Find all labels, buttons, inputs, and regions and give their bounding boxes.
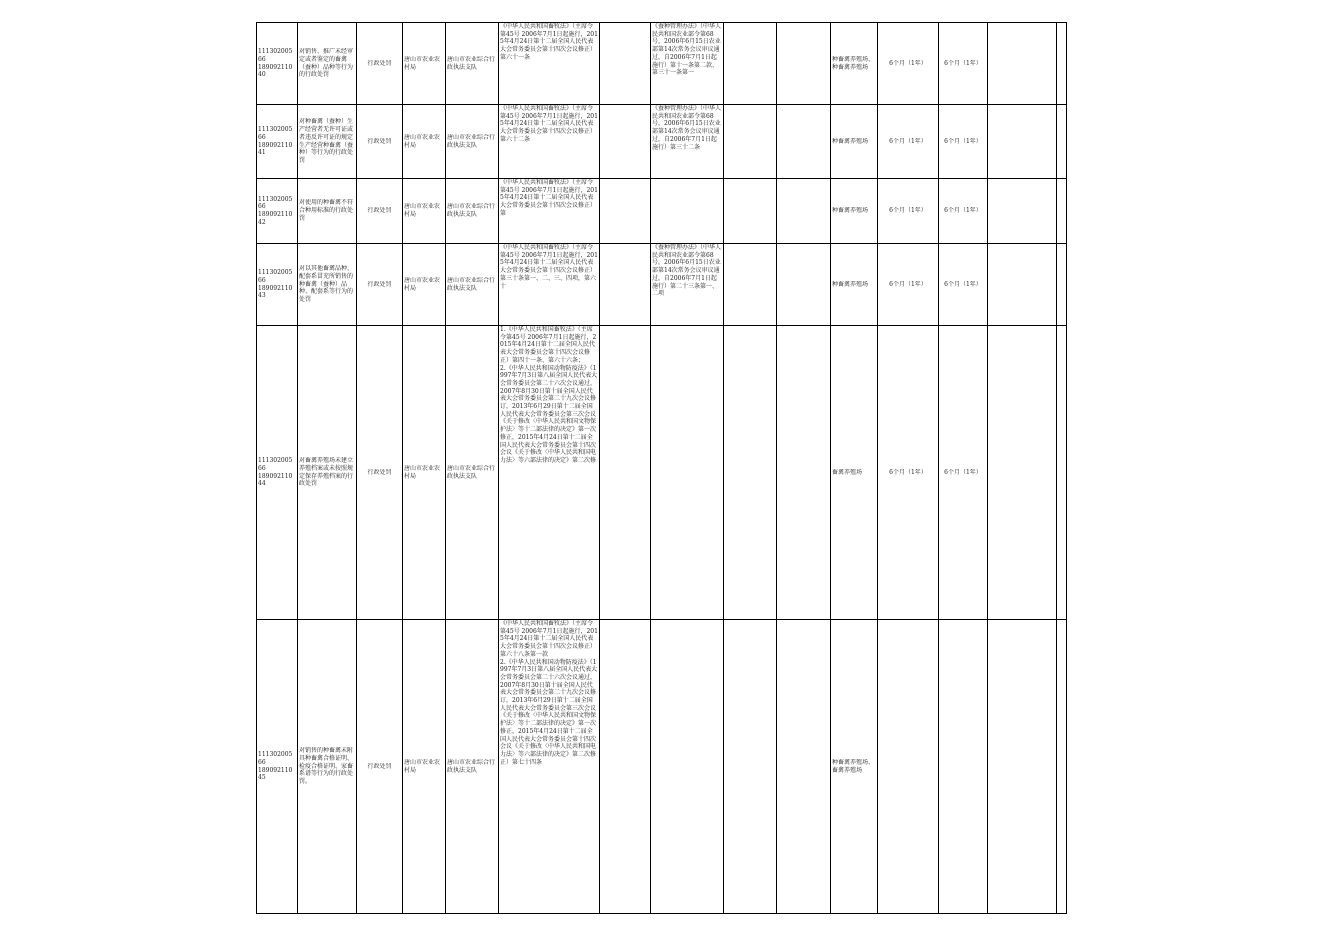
inspection-term-secondary-cell: 6个月（1年） <box>939 179 988 244</box>
blank-cell <box>988 326 1057 620</box>
inspection-term-secondary-cell: 6个月（1年） <box>939 244 988 326</box>
blank-cell <box>600 23 651 105</box>
legal-basis-secondary-cell <box>651 179 724 244</box>
inspection-term-cell <box>878 620 939 914</box>
table-row <box>257 326 1067 620</box>
legal-basis-secondary-cell <box>651 326 724 620</box>
item-code-cell: 11130200566 18909211043 <box>257 244 298 326</box>
blank-cell <box>600 179 651 244</box>
legal-basis-cell: 《中华人民共和国畜牧法》（主席令第45号 2006年7月1日起施行，2015年4月24日第十二届全国人民代表大会常务委员会第十四次会议修正）第六十八条第一款 2.《中华人民共和国动物防疫法》（1997年7月3日第八届全国人民代表大会常务委员会第二十六次会议通过，2007年8月30日第十届全国人民代表大会常务委员会第二十九次会议修订，2013年6月29日第十二届全国人民代表大会常务委员会第三次会议《关于修改〈中华人民共和国文物保护法〉等十二部法律的决定》第一次修正，2015年4月24日第十二届全国人民代表大会常务委员会第十四次会议《关于修改〈中华人民共和国电力法〉等六部法律的决定》第二次修正）第七十四条 <box>499 620 600 914</box>
blank-cell <box>724 620 777 914</box>
blank-cell <box>777 179 831 244</box>
blank-cell <box>1057 105 1067 179</box>
item-code-cell: 11130200566 18909211042 <box>257 179 298 244</box>
inspection-term-cell: 6个月（1年） <box>878 244 939 326</box>
department-cell: 唐山市农业农村局 <box>403 244 446 326</box>
blank-cell <box>1057 326 1067 620</box>
blank-cell <box>724 23 777 105</box>
item-name-cell: 对以其他畜禽品种、配套系冒充所销售的种畜禽（蚕种）品种、配套系等行为的处罚 <box>298 244 357 326</box>
blank-cell <box>777 23 831 105</box>
blank-cell <box>1057 179 1067 244</box>
item-type-cell: 行政处罚 <box>357 244 403 326</box>
blank-cell <box>724 105 777 179</box>
item-type-cell: 行政处罚 <box>357 23 403 105</box>
permission-list-table <box>256 22 1067 914</box>
enforcement-unit-cell: 唐山市农业综合行政执法支队 <box>446 244 499 326</box>
item-code-cell: 11130200566 18909211044 <box>257 326 298 620</box>
blank-cell <box>1057 620 1067 914</box>
inspection-term-cell: 6个月（1年） <box>878 179 939 244</box>
item-type-cell: 行政处罚 <box>357 105 403 179</box>
blank-cell <box>600 244 651 326</box>
item-name-cell: 对种畜禽（蚕种）生产经营者无许可证或者违反许可证的规定生产经营种畜禽（蚕种）等行为的行政处罚 <box>298 105 357 179</box>
legal-basis-cell: 《中华人民共和国畜牧法》（主席令第45号 2006年7月1日起施行，2015年4月24日第十二届全国人民代表大会常务委员会第十四次会议修正）第 <box>499 179 600 244</box>
blank-cell <box>988 23 1057 105</box>
inspection-object-cell: 种畜禽养殖场、种畜禽养殖场 <box>831 23 878 105</box>
item-type-cell: 行政处罚 <box>357 326 403 620</box>
blank-cell <box>724 244 777 326</box>
department-cell: 唐山市农业农村局 <box>403 620 446 914</box>
inspection-term-secondary-cell <box>939 620 988 914</box>
item-name-cell: 对销售的种畜禽未附具种畜禽合格证明、检疫合格证明、家畜系谱等行为的行政处罚。 <box>298 620 357 914</box>
item-name-cell: 对使用的种畜禽不符合种用标准的行政处罚 <box>298 179 357 244</box>
inspection-object-cell: 种畜禽养殖场 <box>831 244 878 326</box>
item-name-cell: 对销售、推广未经审定或者鉴定的畜禽（蚕种）品种等行为的行政处罚 <box>298 23 357 105</box>
legal-basis-cell: 《中华人民共和国畜牧法》（主席令第45号 2006年7月1日起施行，2015年4月24日第十二届全国人民代表大会常务委员会第十四次会议修正）第六十二条 <box>499 105 600 179</box>
legal-basis-secondary-cell: 《蚕种管理办法》（中华人民共和国农业部令第68号，2006年6月15日农业部第14次常务会议审议通过，自2006年7月1日起施行）第三十二条 <box>651 105 724 179</box>
blank-cell <box>988 105 1057 179</box>
legal-basis-cell: 1.《中华人民共和国畜牧法》（主席令第45号 2006年7月1日起施行，2015年4月24日第十二届全国人民代表大会常务委员会第十四次会议修正）第四十一条、第六十六条； 2.《中华人民共和国动物防疫法》（1997年7月3日第八届全国人民代表大会常务委员会第二十六次会议通过，2007年8月30日第十届全国人民代表大会常务委员会第二十九次会议修订，2013年6月29日第十二届全国人民代表大会常务委员会第三次会议《关于修改〈中华人民共和国文物保护法〉等十二部法律的决定》第一次修正，2015年4月24日第十二届全国人民代表大会常务委员会第十四次会议《关于修改〈中华人民共和国电力法〉等六部法律的决定》第二次修 <box>499 326 600 620</box>
inspection-object-cell: 种畜禽养殖场 <box>831 105 878 179</box>
inspection-term-secondary-cell: 6个月（1年） <box>939 105 988 179</box>
enforcement-unit-cell: 唐山市农业综合行政执法支队 <box>446 23 499 105</box>
inspection-object-cell: 畜禽养殖场 <box>831 326 878 620</box>
blank-cell <box>1057 23 1067 105</box>
item-code-cell: 11130200566 18909211040 <box>257 23 298 105</box>
enforcement-unit-cell: 唐山市农业综合行政执法支队 <box>446 620 499 914</box>
table-row <box>257 179 1067 244</box>
blank-cell <box>1057 244 1067 326</box>
table-row <box>257 620 1067 914</box>
item-code-cell: 11130200566 18909211041 <box>257 105 298 179</box>
legal-basis-cell: 《中华人民共和国畜牧法》（主席令第45号 2006年7月1日起施行，2015年4月24日第十二届全国人民代表大会常务委员会第十四次会议修正）第三十条第一、二、三、四项，第六十 <box>499 244 600 326</box>
item-code-cell: 11130200566 18909211045 <box>257 620 298 914</box>
department-cell: 唐山市农业农村局 <box>403 105 446 179</box>
enforcement-unit-cell: 唐山市农业综合行政执法支队 <box>446 179 499 244</box>
enforcement-unit-cell: 唐山市农业综合行政执法支队 <box>446 105 499 179</box>
blank-cell <box>600 620 651 914</box>
table-row <box>257 105 1067 179</box>
table-row <box>257 23 1067 105</box>
item-type-cell: 行政处罚 <box>357 620 403 914</box>
blank-cell <box>988 620 1057 914</box>
department-cell: 唐山市农业农村局 <box>403 23 446 105</box>
enforcement-unit-cell: 唐山市农业综合行政执法支队 <box>446 326 499 620</box>
inspection-term-cell: 6个月（1年） <box>878 23 939 105</box>
blank-cell <box>777 326 831 620</box>
inspection-term-cell: 6个月（1年） <box>878 105 939 179</box>
item-type-cell: 行政处罚 <box>357 179 403 244</box>
legal-basis-cell: 《中华人民共和国畜牧法》（主席令第45号 2006年7月1日起施行，2015年4月24日第十二届全国人民代表大会常务委员会第十四次会议修正）第六十一条 <box>499 23 600 105</box>
legal-basis-secondary-cell: 《蚕种管理办法》（中华人民共和国农业部令第68号，2006年6月15日农业部第14次常务会议审议通过，自2006年7月1日起施行）第二十三条第一、二项 <box>651 244 724 326</box>
blank-cell <box>777 105 831 179</box>
department-cell: 唐山市农业农村局 <box>403 326 446 620</box>
item-name-cell: 对畜禽养殖场未建立养殖档案或未按照规定保存养殖档案的行政处罚 <box>298 326 357 620</box>
inspection-object-cell: 种畜禽养殖场、畜禽养殖场 <box>831 620 878 914</box>
blank-cell <box>724 179 777 244</box>
blank-cell <box>777 620 831 914</box>
legal-basis-secondary-cell: 《蚕种管理办法》（中华人民共和国农业部令第68号，2006年6月15日农业部第14次常务会议审议通过，自2006年7月1日起施行）第十一条第二款、第三十一条第一 <box>651 23 724 105</box>
blank-cell <box>600 105 651 179</box>
table-row <box>257 244 1067 326</box>
department-cell: 唐山市农业农村局 <box>403 179 446 244</box>
inspection-term-secondary-cell: 6个月（1年） <box>939 326 988 620</box>
blank-cell <box>988 244 1057 326</box>
blank-cell <box>600 326 651 620</box>
legal-basis-secondary-cell <box>651 620 724 914</box>
blank-cell <box>988 179 1057 244</box>
inspection-term-secondary-cell: 6个月（1年） <box>939 23 988 105</box>
blank-cell <box>777 244 831 326</box>
inspection-object-cell: 种畜禽养殖场 <box>831 179 878 244</box>
blank-cell <box>724 326 777 620</box>
inspection-term-cell: 6个月（1年） <box>878 326 939 620</box>
